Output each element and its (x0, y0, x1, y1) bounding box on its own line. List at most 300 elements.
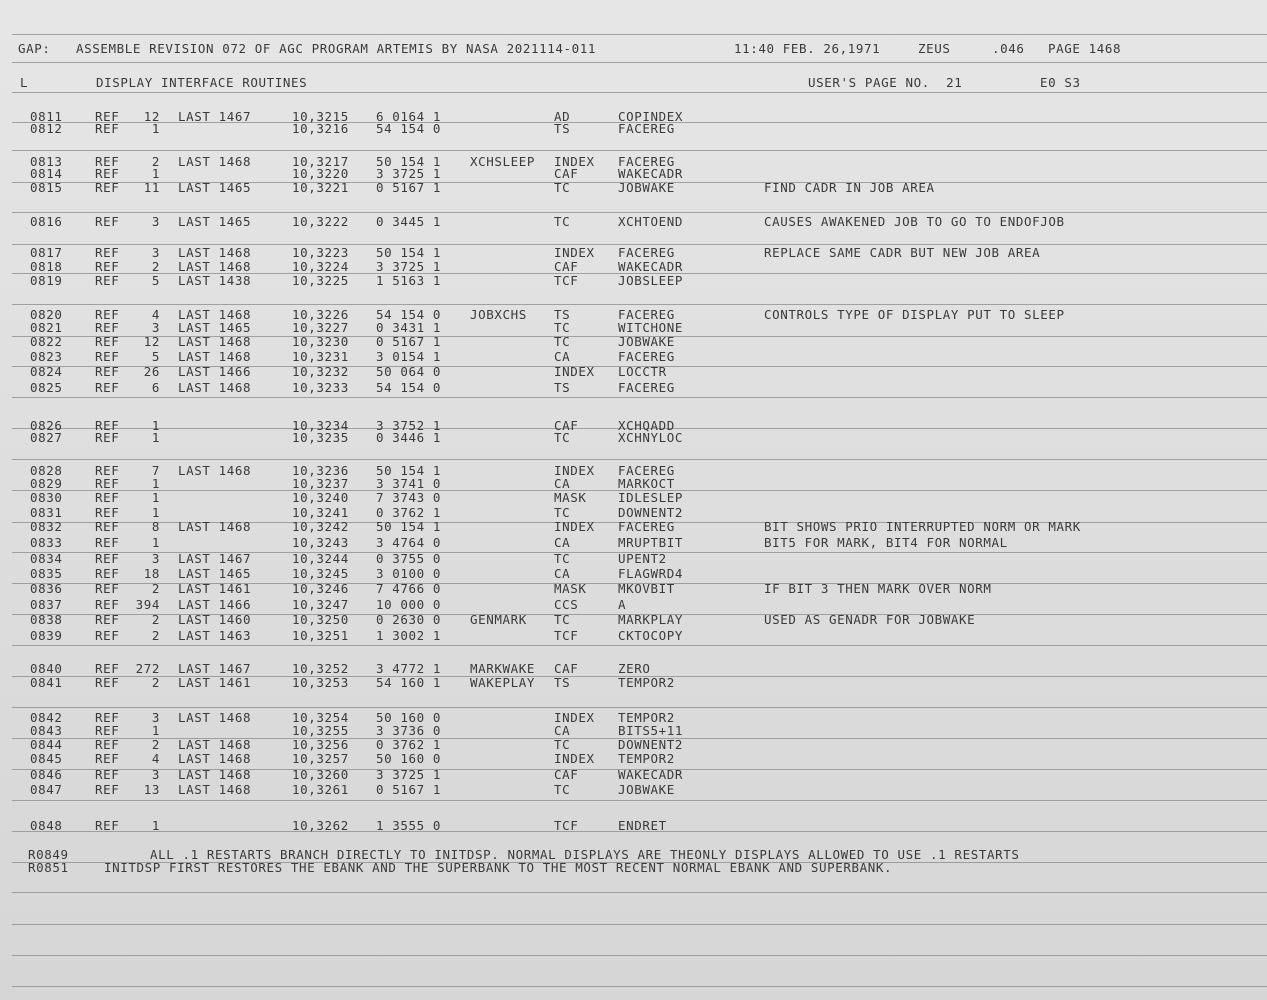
opcode: TS (554, 675, 571, 690)
opcode: CA (554, 535, 571, 550)
ref-label: REF (95, 364, 120, 379)
comment: REPLACE SAME CADR BUT NEW JOB AREA (764, 245, 1041, 260)
ref-label: REF (95, 430, 120, 445)
address: 10,3261 (292, 782, 349, 797)
line-number: 0817 (30, 245, 63, 260)
machine-code: 0 3762 1 (376, 737, 442, 752)
ref-label: REF (95, 380, 120, 395)
machine-code: 54 160 1 (376, 675, 442, 690)
ruled-line (12, 955, 1267, 956)
ref-label: REF (95, 767, 120, 782)
ref-count: 12 (143, 334, 160, 349)
ruled-line (12, 924, 1267, 925)
line-number: 0830 (30, 490, 63, 505)
last-ref: LAST 1461 (178, 675, 252, 690)
listing-row (0, 335, 1267, 349)
line-number: 0818 (30, 259, 63, 274)
opcode: CAF (554, 166, 579, 181)
line-number: 0831 (30, 505, 63, 520)
operand: FACEREG (618, 121, 675, 136)
listing-row (0, 215, 1267, 229)
last-ref: LAST 1468 (178, 259, 252, 274)
operand: MARKPLAY (618, 612, 684, 627)
comment: CAUSES AWAKENED JOB TO GO TO ENDOFJOB (764, 214, 1065, 229)
machine-code: 1 3002 1 (376, 628, 442, 643)
ref-label: REF (95, 166, 120, 181)
address: 10,3246 (292, 581, 349, 596)
opcode: CA (554, 566, 571, 581)
ruled-line (12, 892, 1267, 893)
line-number: 0827 (30, 430, 63, 445)
symbol-label: XCHSLEEP (470, 154, 536, 169)
ref-count: 1 (151, 490, 160, 505)
machine-code: 54 154 0 (376, 121, 442, 136)
ref-count: 2 (151, 581, 160, 596)
address: 10,3241 (292, 505, 349, 520)
ref-label: REF (95, 519, 120, 534)
address: 10,3226 (292, 307, 349, 322)
ref-count: 1 (151, 723, 160, 738)
listing-row (0, 783, 1267, 797)
machine-code: 54 154 0 (376, 307, 442, 322)
line-number: 0845 (30, 751, 63, 766)
line-number: 0848 (30, 818, 63, 833)
machine-code: 50 160 0 (376, 710, 442, 725)
line-number: 0846 (30, 767, 63, 782)
ref-count: 3 (151, 551, 160, 566)
ref-count: 2 (151, 154, 160, 169)
operand: JOBWAKE (618, 334, 675, 349)
last-ref: LAST 1468 (178, 782, 252, 797)
listing-row (0, 629, 1267, 643)
opcode: CAF (554, 418, 579, 433)
ref-label: REF (95, 782, 120, 797)
line-number: 0834 (30, 551, 63, 566)
opcode: TC (554, 180, 571, 195)
operand: A (618, 597, 627, 612)
comment: IF BIT 3 THEN MARK OVER NORM (764, 581, 992, 596)
opcode: INDEX (554, 710, 595, 725)
machine-code: 0 3755 0 (376, 551, 442, 566)
last-ref: LAST 1465 (178, 214, 252, 229)
line-number: 0847 (30, 782, 63, 797)
ref-count: 3 (151, 245, 160, 260)
ref-count: 1 (151, 476, 160, 491)
machine-code: 3 3725 1 (376, 259, 442, 274)
operand: DOWNENT2 (618, 737, 684, 752)
address: 10,3247 (292, 597, 349, 612)
machine-code: 3 0154 1 (376, 349, 442, 364)
ruled-line (12, 707, 1267, 708)
last-ref: LAST 1468 (178, 751, 252, 766)
listing-row (0, 246, 1267, 260)
line-number: 0837 (30, 597, 63, 612)
machine-code: 0 5167 1 (376, 180, 442, 195)
symbol-label: MARKWAKE (470, 661, 536, 676)
remark-row (0, 861, 1267, 875)
opcode: CA (554, 476, 571, 491)
ref-count: 1 (151, 430, 160, 445)
address: 10,3256 (292, 737, 349, 752)
ruled-line (12, 34, 1267, 35)
ruled-line (12, 459, 1267, 460)
machine-code: 0 2630 0 (376, 612, 442, 627)
ref-count: 5 (151, 349, 160, 364)
address: 10,3244 (292, 551, 349, 566)
comment: USED AS GENADR FOR JOBWAKE (764, 612, 976, 627)
remark-line-number: R0851 (28, 860, 69, 875)
ref-count: 13 (143, 782, 160, 797)
opcode: TCF (554, 628, 579, 643)
line-number: 0819 (30, 273, 63, 288)
ref-label: REF (95, 245, 120, 260)
operand: MRUPTBIT (618, 535, 684, 550)
operand: WAKECADR (618, 166, 684, 181)
ref-label: REF (95, 418, 120, 433)
operand: WITCHONE (618, 320, 684, 335)
opcode: TC (554, 551, 571, 566)
line-number: 0833 (30, 535, 63, 550)
last-ref: LAST 1468 (178, 307, 252, 322)
opcode: TS (554, 380, 571, 395)
ruled-line (12, 645, 1267, 646)
line-number: 0844 (30, 737, 63, 752)
ref-label: REF (95, 737, 120, 752)
operand: FACEREG (618, 154, 675, 169)
machine-code: 50 154 1 (376, 245, 442, 260)
listing-row (0, 477, 1267, 491)
opcode: TC (554, 737, 571, 752)
ref-count: 7 (151, 463, 160, 478)
ruled-line (12, 986, 1267, 987)
address: 10,3216 (292, 121, 349, 136)
ref-count: 1 (151, 121, 160, 136)
ref-count: 394 (135, 597, 160, 612)
address: 10,3260 (292, 767, 349, 782)
ref-label: REF (95, 818, 120, 833)
ref-count: 2 (151, 675, 160, 690)
operand: MKOVBIT (618, 581, 675, 596)
ref-label: REF (95, 334, 120, 349)
operand: FACEREG (618, 245, 675, 260)
listing-row (0, 582, 1267, 596)
operand: BITS5+11 (618, 723, 684, 738)
operand: TEMPOR2 (618, 751, 675, 766)
last-ref: LAST 1468 (178, 349, 252, 364)
line-number: 0825 (30, 380, 63, 395)
ref-label: REF (95, 710, 120, 725)
line-number: 0832 (30, 519, 63, 534)
ref-count: 3 (151, 710, 160, 725)
operand: DOWNENT2 (618, 505, 684, 520)
last-ref: LAST 1468 (178, 710, 252, 725)
ref-count: 3 (151, 320, 160, 335)
operand: CKTOCOPY (618, 628, 684, 643)
ref-count: 1 (151, 418, 160, 433)
last-ref: LAST 1468 (178, 154, 252, 169)
address: 10,3234 (292, 418, 349, 433)
last-ref: LAST 1465 (178, 180, 252, 195)
machine-code: 3 4764 0 (376, 535, 442, 550)
line-number: 0812 (30, 121, 63, 136)
opcode: CAF (554, 767, 579, 782)
line-number: 0835 (30, 566, 63, 581)
address: 10,3223 (292, 245, 349, 260)
ruled-line (12, 397, 1267, 398)
address: 10,3215 (292, 109, 349, 124)
machine-code: 54 154 0 (376, 380, 442, 395)
operand: JOBWAKE (618, 180, 675, 195)
opcode: INDEX (554, 364, 595, 379)
machine-code: 3 3741 0 (376, 476, 442, 491)
machine-code: 6 0164 1 (376, 109, 442, 124)
listing-row (0, 381, 1267, 395)
opcode: TC (554, 505, 571, 520)
listing-header (0, 42, 1267, 56)
opcode: CA (554, 349, 571, 364)
ruled-line (12, 92, 1267, 93)
header-time: 11:40 FEB. 26,1971 (734, 41, 881, 56)
address: 10,3222 (292, 214, 349, 229)
ref-count: 11 (143, 180, 160, 195)
last-ref: LAST 1468 (178, 380, 252, 395)
listing-row (0, 536, 1267, 550)
ref-label: REF (95, 109, 120, 124)
ref-count: 3 (151, 214, 160, 229)
line-number: 0811 (30, 109, 63, 124)
operand: FACEREG (618, 519, 675, 534)
ruled-line (12, 62, 1267, 63)
address: 10,3245 (292, 566, 349, 581)
last-ref: LAST 1465 (178, 566, 252, 581)
ref-label: REF (95, 612, 120, 627)
address: 10,3253 (292, 675, 349, 690)
line-number: 0842 (30, 710, 63, 725)
opcode: INDEX (554, 751, 595, 766)
ref-count: 2 (151, 612, 160, 627)
operand: JOBWAKE (618, 782, 675, 797)
address: 10,3235 (292, 430, 349, 445)
line-number: 0841 (30, 675, 63, 690)
opcode: CAF (554, 259, 579, 274)
opcode: TC (554, 430, 571, 445)
address: 10,3225 (292, 273, 349, 288)
line-number: 0839 (30, 628, 63, 643)
ref-label: REF (95, 661, 120, 676)
eo-label: E0 S3 (1040, 75, 1081, 90)
line-number: 0826 (30, 418, 63, 433)
machine-code: 50 064 0 (376, 364, 442, 379)
listing-row (0, 350, 1267, 364)
line-number: 0828 (30, 463, 63, 478)
line-number: 0836 (30, 581, 63, 596)
machine-code: 3 3725 1 (376, 767, 442, 782)
line-number: 0814 (30, 166, 63, 181)
listing-row (0, 552, 1267, 566)
comment: BIT SHOWS PRIO INTERRUPTED NORM OR MARK (764, 519, 1081, 534)
address: 10,3221 (292, 180, 349, 195)
address: 10,3255 (292, 723, 349, 738)
last-ref: LAST 1468 (178, 737, 252, 752)
operand: IDLESLEP (618, 490, 684, 505)
section-title: DISPLAY INTERFACE ROUTINES (96, 75, 308, 90)
line-number: 0820 (30, 307, 63, 322)
listing-row (0, 431, 1267, 445)
listing-row (0, 752, 1267, 766)
operand: FACEREG (618, 307, 675, 322)
machine-code: 0 3445 1 (376, 214, 442, 229)
line-number: 0824 (30, 364, 63, 379)
ruled-line (12, 212, 1267, 213)
machine-code: 10 000 0 (376, 597, 442, 612)
ref-count: 8 (151, 519, 160, 534)
listing-row (0, 274, 1267, 288)
machine-code: 50 154 1 (376, 519, 442, 534)
listing-row (0, 181, 1267, 195)
operand: TEMPOR2 (618, 710, 675, 725)
line-number: 0813 (30, 154, 63, 169)
ref-label: REF (95, 551, 120, 566)
address: 10,3257 (292, 751, 349, 766)
opcode: MASK (554, 581, 587, 596)
last-ref: LAST 1461 (178, 581, 252, 596)
header-system: ZEUS (918, 41, 951, 56)
address: 10,3231 (292, 349, 349, 364)
last-ref: LAST 1463 (178, 628, 252, 643)
opcode: CA (554, 723, 571, 738)
machine-code: 0 5167 1 (376, 782, 442, 797)
header-assemble: ASSEMBLE REVISION 072 OF AGC PROGRAM ARTEMIS BY NASA 2021114-011 (76, 41, 597, 56)
address: 10,3232 (292, 364, 349, 379)
opcode: INDEX (554, 519, 595, 534)
ref-label: REF (95, 307, 120, 322)
address: 10,3220 (292, 166, 349, 181)
opcode: TCF (554, 818, 579, 833)
ref-count: 3 (151, 767, 160, 782)
address: 10,3217 (292, 154, 349, 169)
line-number: 0843 (30, 723, 63, 738)
machine-code: 7 3743 0 (376, 490, 442, 505)
machine-code: 50 154 1 (376, 154, 442, 169)
ref-count: 4 (151, 751, 160, 766)
machine-code: 1 5163 1 (376, 273, 442, 288)
opcode: INDEX (554, 154, 595, 169)
machine-code: 50 160 0 (376, 751, 442, 766)
ref-label: REF (95, 349, 120, 364)
ref-count: 1 (151, 535, 160, 550)
last-ref: LAST 1438 (178, 273, 252, 288)
address: 10,3237 (292, 476, 349, 491)
last-ref: LAST 1467 (178, 109, 252, 124)
address: 10,3252 (292, 661, 349, 676)
operand: JOBSLEEP (618, 273, 684, 288)
ref-label: REF (95, 723, 120, 738)
line-number: 0840 (30, 661, 63, 676)
address: 10,3227 (292, 320, 349, 335)
machine-code: 0 3762 1 (376, 505, 442, 520)
symbol-label: WAKEPLAY (470, 675, 536, 690)
address: 10,3240 (292, 490, 349, 505)
opcode: MASK (554, 490, 587, 505)
ref-label: REF (95, 628, 120, 643)
address: 10,3262 (292, 818, 349, 833)
machine-code: 7 4766 0 (376, 581, 442, 596)
opcode: AD (554, 109, 571, 124)
ref-label: REF (95, 581, 120, 596)
machine-code: 0 3431 1 (376, 320, 442, 335)
operand: FLAGWRD4 (618, 566, 684, 581)
ref-label: REF (95, 505, 120, 520)
opcode: TC (554, 612, 571, 627)
ref-count: 1 (151, 818, 160, 833)
last-ref: LAST 1468 (178, 767, 252, 782)
ref-label: REF (95, 180, 120, 195)
opcode: INDEX (554, 245, 595, 260)
operand: XCHQADD (618, 418, 675, 433)
last-ref: LAST 1468 (178, 463, 252, 478)
opcode: TC (554, 782, 571, 797)
line-number: 0815 (30, 180, 63, 195)
ref-label: REF (95, 259, 120, 274)
opcode: CCS (554, 597, 579, 612)
ruled-line (12, 304, 1267, 305)
opcode: TS (554, 307, 571, 322)
line-number: 0838 (30, 612, 63, 627)
section-l: L (20, 75, 29, 90)
listing-row (0, 676, 1267, 690)
remark-text: INITDSP FIRST RESTORES THE EBANK AND THE SUPERBANK TO THE MOST RECENT NORMAL EBANK AND SUPERBANK. (104, 860, 893, 875)
address: 10,3233 (292, 380, 349, 395)
last-ref: LAST 1468 (178, 519, 252, 534)
ref-label: REF (95, 490, 120, 505)
operand: WAKECADR (618, 259, 684, 274)
last-ref: LAST 1466 (178, 364, 252, 379)
address: 10,3250 (292, 612, 349, 627)
ref-label: REF (95, 566, 120, 581)
ref-count: 2 (151, 737, 160, 752)
last-ref: LAST 1468 (178, 334, 252, 349)
ref-count: 26 (143, 364, 160, 379)
comment: FIND CADR IN JOB AREA (764, 180, 935, 195)
line-number: 0816 (30, 214, 63, 229)
listing-row (0, 613, 1267, 627)
listing-row (0, 567, 1267, 581)
users-page: USER'S PAGE NO. 21 (808, 75, 963, 90)
ref-count: 6 (151, 380, 160, 395)
ref-label: REF (95, 675, 120, 690)
listing-row (0, 167, 1267, 181)
last-ref: LAST 1468 (178, 245, 252, 260)
listing-row (0, 365, 1267, 379)
listing-row (0, 520, 1267, 534)
machine-code: 0 5167 1 (376, 334, 442, 349)
operand: XCHNYLOC (618, 430, 684, 445)
line-number: 0829 (30, 476, 63, 491)
opcode: TS (554, 121, 571, 136)
machine-code: 3 3752 1 (376, 418, 442, 433)
listing-row (0, 506, 1267, 520)
ref-count: 12 (143, 109, 160, 124)
opcode: INDEX (554, 463, 595, 478)
line-number: 0821 (30, 320, 63, 335)
symbol-label: JOBXCHS (470, 307, 527, 322)
operand: MARKOCT (618, 476, 675, 491)
ref-label: REF (95, 121, 120, 136)
ref-label: REF (95, 214, 120, 229)
machine-code: 3 0100 0 (376, 566, 442, 581)
operand: TEMPOR2 (618, 675, 675, 690)
ruled-line (12, 800, 1267, 801)
